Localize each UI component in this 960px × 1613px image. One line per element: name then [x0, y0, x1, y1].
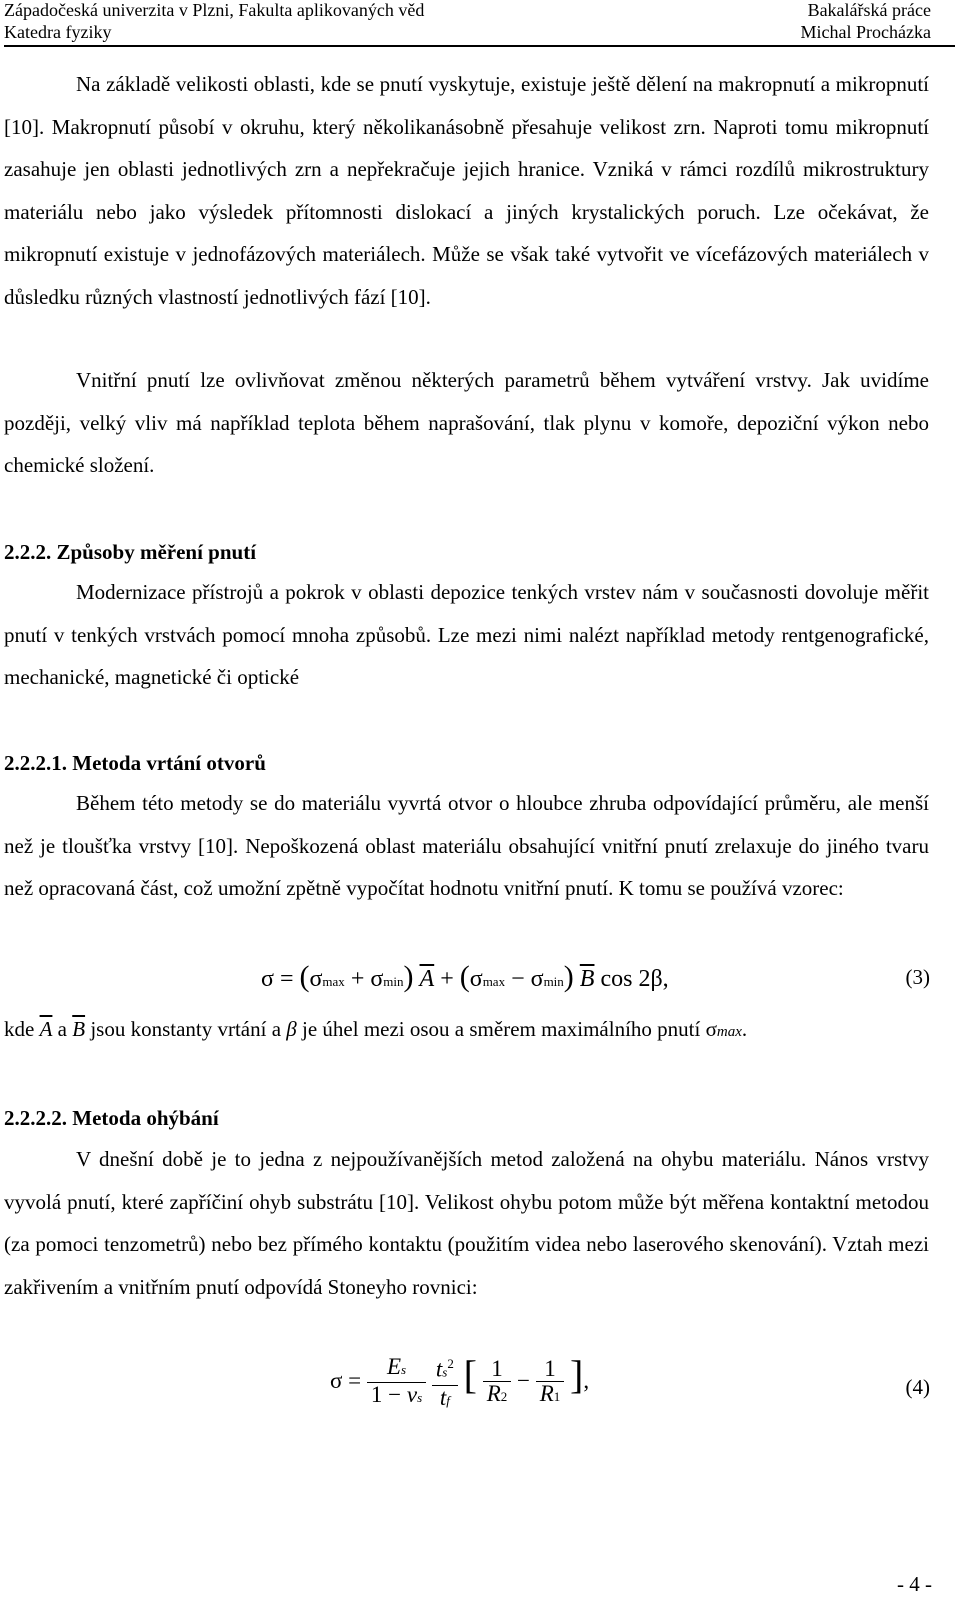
eq3-minus: −	[511, 966, 525, 992]
eq4-R2-sub: 2	[500, 1388, 508, 1404]
eq3-B-bar: $\overline{B}$	[579, 966, 595, 992]
p5-post: je úhel mezi osou a směrem maximálního pnutí	[302, 1017, 701, 1041]
eq3-sigma: σ	[261, 966, 274, 992]
p5-A-bar: $\overline{A}$	[39, 1017, 53, 1041]
eq4-R1: R	[539, 1380, 554, 1406]
eq4-equals: =	[348, 1368, 362, 1393]
section-heading-bending: 2.2.2.2. Metoda ohýbání	[4, 1106, 219, 1130]
equation-4-number: (4)	[905, 1375, 930, 1399]
paragraph-internal-stress: Vnitřní pnutí lze ovlivňovat změnou některých parametrů během vytváření vrstvy. Jak uvidíme později, velký vliv má například teplota během naprašování, tlak plynu v komoře, depoziční výkon nebo chemické složení.	[4, 368, 929, 477]
p5-beta: β	[286, 1017, 297, 1041]
eq4-R1-sub: 1	[553, 1388, 561, 1404]
eq3-cos: cos 2β	[600, 966, 663, 992]
eq4-one-minus: 1 −	[370, 1382, 402, 1408]
eq4-v: v	[406, 1382, 418, 1408]
section-heading-measurement-methods: 2.2.2. Způsoby měření pnutí	[4, 540, 257, 564]
eq4-right-bracket: ]	[570, 1352, 584, 1397]
p5-end: .	[741, 1017, 748, 1041]
eq3-sub-min: min	[383, 974, 404, 989]
p5-mid: jsou konstanty vrtání a	[90, 1017, 282, 1041]
p5-B-bar: $\overline{B}$	[72, 1017, 86, 1041]
p5-sigma: σ	[705, 1017, 717, 1041]
eq4-t-s-sup: 2	[447, 1356, 454, 1372]
p5-sub-max: max	[716, 1024, 742, 1040]
eq3-sub-max: max	[322, 974, 345, 989]
eq3-sigma-min: σ	[370, 966, 384, 992]
eq4-comma: ,	[583, 1368, 590, 1393]
eq4-v-sub: s	[417, 1390, 423, 1406]
eq4-t-s: t	[435, 1357, 443, 1383]
eq3-sigma-max-2: σ	[469, 966, 483, 992]
header-department: Katedra fyziky	[4, 22, 112, 42]
page-number: - 4 -	[897, 1572, 932, 1596]
eq4-frac2-den	[432, 1385, 458, 1413]
eq4-frac1-num	[367, 1355, 426, 1383]
eq3-left-paren-1: (	[299, 960, 310, 993]
eq4-frac3-num: 1	[483, 1357, 512, 1382]
eq4-fraction-2	[432, 1352, 458, 1413]
eq4-t-f: t	[439, 1385, 447, 1411]
eq4-frac3-den	[483, 1382, 512, 1409]
eq4-minus: −	[517, 1368, 530, 1393]
eq4-sigma: σ	[330, 1368, 343, 1393]
eq3-right-paren-1: )	[403, 960, 414, 993]
eq4-frac4-den	[536, 1382, 565, 1409]
eq3-equals: =	[279, 966, 294, 992]
eq3-left-paren-2: (	[459, 960, 470, 993]
eq4-E-sub: s	[401, 1362, 407, 1378]
eq3-sigma-min-2: σ	[530, 966, 544, 992]
eq4-frac2-num	[432, 1352, 458, 1385]
equation-4	[0, 1345, 960, 1425]
eq4-E: E	[386, 1354, 402, 1380]
paragraph-constants	[4, 1008, 929, 1054]
equation-3-number: (3)	[905, 965, 930, 989]
header-rule	[4, 45, 955, 47]
eq4-t-f-sub: f	[446, 1393, 450, 1409]
eq3-comma: ,	[662, 966, 669, 992]
eq3-plus: +	[350, 966, 365, 992]
eq4-frac1-den	[367, 1383, 426, 1410]
paragraph-bending: V dnešní době je to jedna z nejpoužívanějších metod založená na ohybu materiálu. Nános vrstvy vyvolá pnutí, které zapříčiní ohyb substrátu [10]. Velikost ohybu potom může být měřena kontaktní metodou (za pomoci tenzometrů) nebo bez přímého kontaktu (použitím videa nebo laserového skenování). Vztah mezi zakřivením a vnitřním pnutí odpovídá Stoneyho rovnici:	[4, 1147, 929, 1299]
p5-a: a	[57, 1017, 67, 1041]
eq3-sigma-max: σ	[309, 966, 323, 992]
p5-kde: kde	[4, 1017, 35, 1041]
paragraph-modernization: Modernizace přístrojů a pokrok v oblasti depozice tenkých vrstev nám v současnosti dovoluje měřit pnutí v tenkých vrstvách pomocí mnoha způsobů. Lze mezi nimi nalézt například metody rentgenografické, mechanické, magnetické či optické	[4, 580, 929, 689]
header-doc-type: Bakalářská práce	[807, 0, 931, 20]
paragraph-hole-drilling: Během této metody se do materiálu vyvrtá otvor o hloubce zhruba odpovídající průměru, ale menší než je tloušťka vrstvy [10]. Nepoškozená oblast materiálu obsahující vnitřní pnutí zrelaxuje do jiného tvaru než opracovaná část, což umožní zpětně vypočítat hodnotu vnitřní pnutí. K tomu se používá vzorec:	[4, 791, 929, 900]
equation-3	[0, 960, 960, 1004]
eq4-frac4-num: 1	[536, 1357, 565, 1382]
section-heading-hole-drilling: 2.2.2.1. Metoda vrtání otvorů	[4, 751, 266, 775]
eq4-t-s-sub: s	[442, 1365, 448, 1381]
header-author: Michal Procházka	[800, 22, 931, 42]
eq4-R2: R	[486, 1380, 501, 1406]
eq3-A-bar: $\overline{A}$	[419, 966, 435, 992]
header-university: Západočeská univerzita v Plzni, Fakulta aplikovaných věd	[4, 0, 425, 20]
eq4-fraction-3	[483, 1357, 512, 1409]
eq3-sub-max-2: max	[482, 974, 506, 989]
eq4-fraction-1	[367, 1355, 426, 1410]
eq4-fraction-4	[536, 1357, 565, 1409]
eq3-sub-min-2: min	[543, 974, 564, 989]
paragraph-macro-micro: Na základě velikosti oblasti, kde se pnutí vyskytuje, existuje ještě dělení na makropnutí a mikropnutí [10]. Makropnutí působí v okruhu, který několikanásobně přesahuje velikost zrn. Naproti tomu mikropnutí zasahuje jen oblasti jednotlivých zrn a nepřekračuje jejich hranice. Vzniká v rámci rozdílů mikrostruktury materiálu nebo jako výsledek přítomnosti dislokací a jiných krystalických poruch. Lze očekávat, že mikropnutí existuje v jednofázových materiálech. Může se však také vytvořit ve vícefázových materiálech v důsledku různých vlastností jednotlivých fází [10].	[4, 72, 929, 309]
eq4-left-bracket: [	[463, 1352, 477, 1397]
eq3-right-paren-2: )	[563, 960, 574, 993]
eq3-plus-2: +	[440, 966, 454, 992]
